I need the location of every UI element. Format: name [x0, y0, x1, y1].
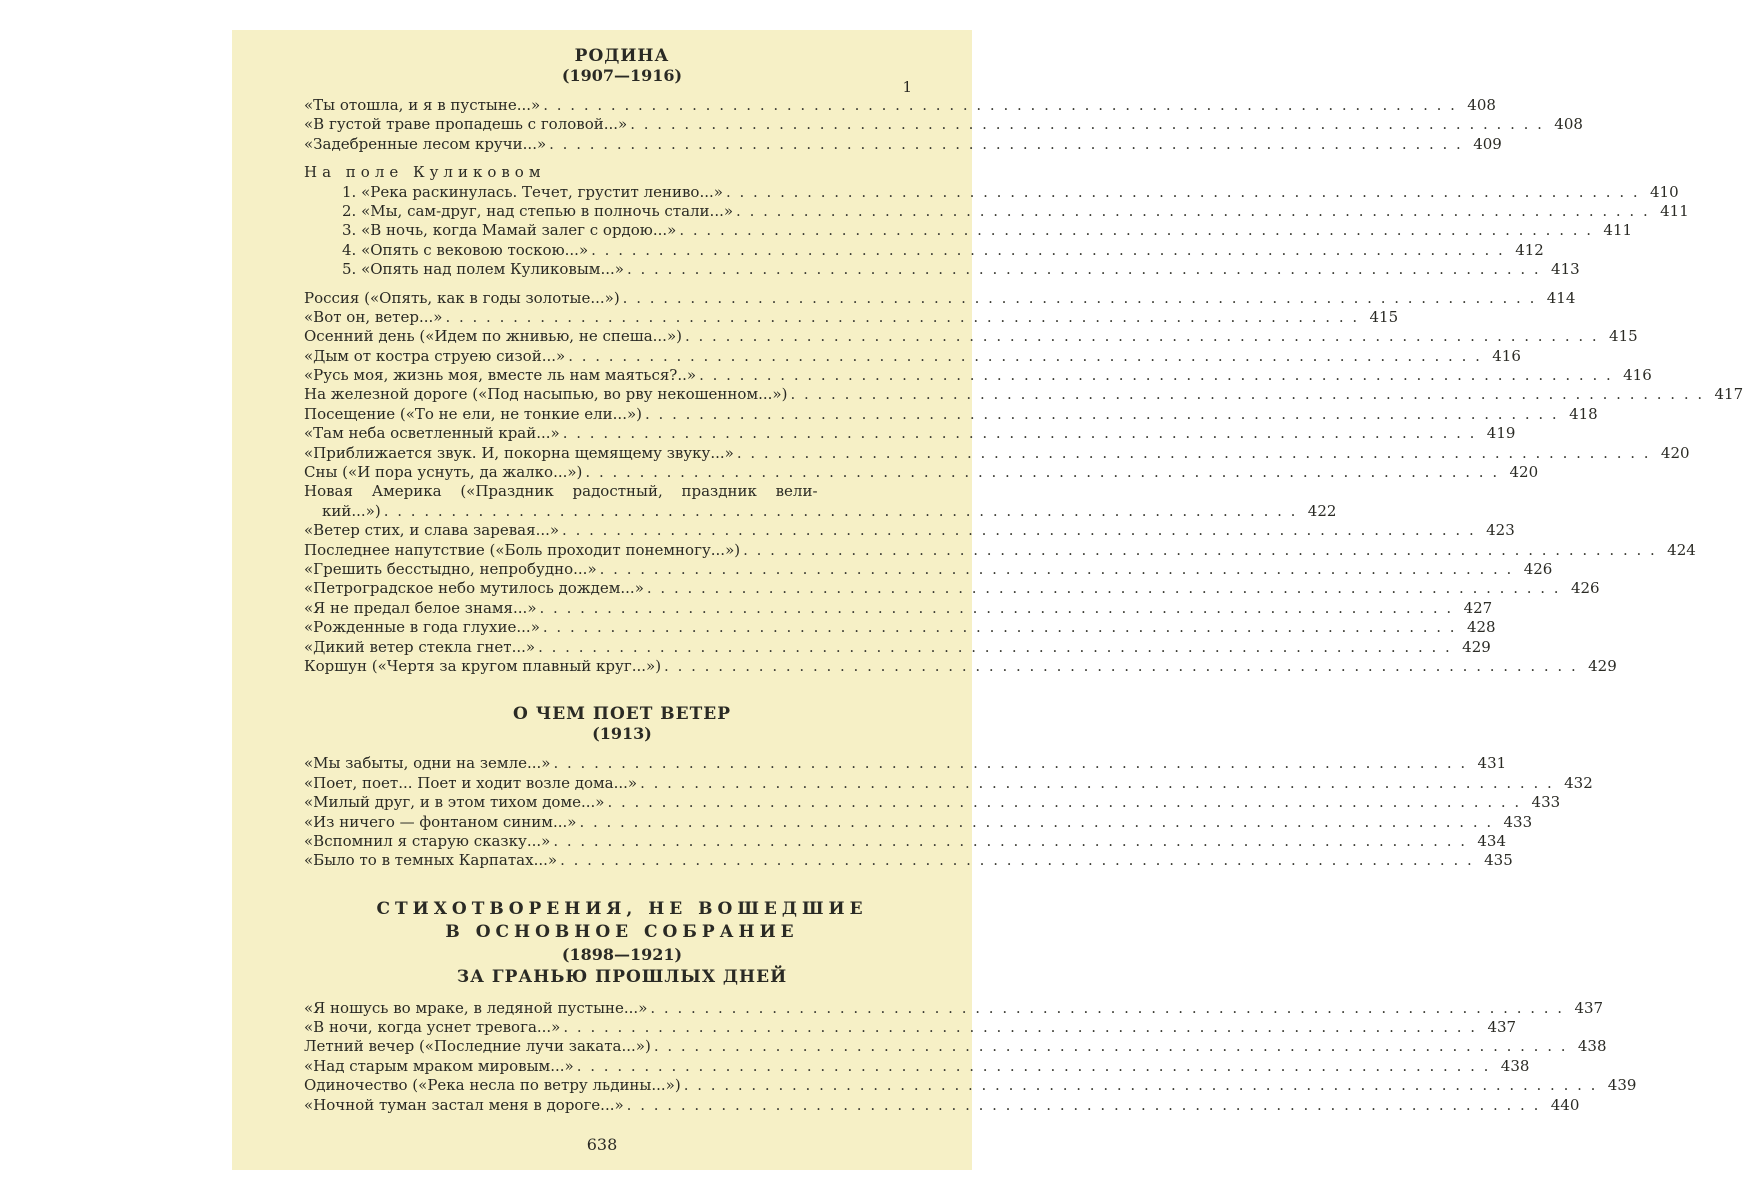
subsection-title: ЗА ГРАНЬЮ ПРОШЛЫХ ДНЕЙ: [456, 966, 788, 987]
toc-entry: [304, 851, 1513, 870]
leader-dots: [543, 618, 1457, 637]
toc-entry-title: «Грешить бесстыдно, непробудно...»: [304, 560, 597, 579]
section-years-rodina: (1907—1916): [561, 66, 683, 85]
toc-entry: [304, 1018, 1517, 1037]
toc-entry: [304, 260, 1580, 279]
leader-dots: [627, 1096, 1541, 1115]
toc-entry: [304, 327, 1638, 346]
toc-entry-page: 411: [1660, 201, 1689, 220]
toc-entry-page: 411: [1603, 221, 1633, 240]
leader-dots: [591, 241, 1505, 260]
toc-entry-title: «Было то в темных Карпатах...»: [304, 851, 558, 870]
leader-dots: [553, 832, 1467, 851]
america-line-1: Новая Америка («Праздник радостный, праздник вели-: [304, 482, 818, 501]
toc-entry: [304, 793, 1561, 812]
toc-entry-page: 439: [1607, 1076, 1637, 1095]
toc-entry-title: Посещение («То не ели, не тонкие ели...»): [304, 404, 642, 423]
leader-dots: [685, 327, 1599, 346]
toc-entry-page: 416: [1623, 366, 1652, 385]
toc-entry: [304, 1076, 1637, 1095]
toc-entry-page: 438: [1577, 1037, 1607, 1056]
toc-entry: [304, 385, 1743, 404]
toc-entry-title: «Над старым мраком мировым...»: [304, 1056, 574, 1075]
toc-entry: [304, 618, 1496, 637]
toc-entry-title: 5. «Опять над полем Куликовым...»: [342, 260, 624, 279]
toc-entry-title: «Задебренные лесом кручи...»: [304, 134, 547, 153]
toc-entry-page: 413: [1551, 260, 1580, 279]
toc-entry-page: 412: [1515, 240, 1544, 259]
toc-entry: [304, 998, 1604, 1018]
toc-entry-page: 427: [1463, 598, 1493, 617]
toc-entry: [304, 1095, 1580, 1115]
toc-entry-title: «Я не предал белое знамя...»: [304, 598, 537, 617]
leader-dots: [647, 579, 1561, 598]
toc-entry-title: «Русь моя, жизнь моя, вместе ль нам маяться?..»: [304, 366, 697, 385]
leader-dots: [623, 289, 1537, 308]
leader-dots: [664, 657, 1578, 676]
toc-entry: [304, 521, 1515, 540]
leader-dots: [577, 1057, 1491, 1076]
toc-entry: [304, 443, 1690, 463]
toc-entry-title: Коршун («Чертя за кругом плавный круг...»): [304, 656, 662, 675]
leader-dots: [585, 463, 1499, 482]
toc-entry: [304, 540, 1696, 560]
toc-entry-page: 437: [1487, 1018, 1517, 1037]
toc-entry: [304, 754, 1507, 773]
toc-entry-page: 432: [1564, 773, 1593, 792]
toc-entry-title: «Ночной туман застал меня в дороге...»: [304, 1095, 624, 1114]
toc-entry: [304, 501, 1337, 521]
toc-entry-title: Одиночество («Река несла по ветру льдины...»): [304, 1076, 681, 1095]
toc-entry-page: 419: [1486, 424, 1516, 443]
toc-entry-page: 428: [1466, 618, 1496, 637]
toc-entry-title: 3. «В ночь, когда Мамай залег с ордою...»: [342, 221, 677, 240]
leader-dots: [607, 793, 1521, 812]
toc-entry-title: «Дым от костра струею сизой...»: [304, 346, 566, 365]
leader-dots: [549, 135, 1463, 154]
leader-dots: [563, 424, 1477, 443]
leader-dots: [579, 813, 1493, 832]
leader-dots: [790, 385, 1704, 404]
toc-entry-page: 431: [1477, 754, 1507, 773]
section-years-uncollected: (1898—1921): [561, 944, 683, 964]
toc-entry-page: 423: [1486, 521, 1515, 540]
toc-entry: [304, 1056, 1530, 1076]
section-years-veter: (1913): [592, 724, 652, 744]
toc-list-uncollected: [304, 998, 1637, 1115]
toc-entry-page: 438: [1500, 1056, 1530, 1075]
toc-entry-page: 414: [1546, 288, 1576, 307]
page-number: 638: [586, 1135, 618, 1154]
toc-entry-page: 408: [1467, 96, 1496, 114]
leader-dots: [563, 1018, 1477, 1037]
toc-entry-page: 415: [1369, 307, 1399, 326]
page-marker: 1: [902, 78, 912, 96]
leader-dots: [650, 999, 1564, 1018]
toc-list-rodina-3: [304, 521, 1696, 676]
toc-entry-page: 417: [1714, 385, 1743, 404]
toc-entry-title: «Вспомнил я старую сказку...»: [304, 831, 551, 850]
toc-entry: [304, 773, 1593, 793]
toc-entry-title: кий...»): [322, 501, 381, 520]
toc-entry-title: Последнее напутствие («Боль проходит понемногу...»): [304, 540, 741, 559]
leader-dots: [679, 221, 1593, 240]
toc-entry-title: «Ты отошла, и я в пустыне...»: [304, 96, 541, 114]
toc-entry: [304, 463, 1539, 482]
leader-dots: [568, 347, 1482, 366]
toc-entry-page: 426: [1570, 579, 1600, 598]
toc-entry: [304, 637, 1491, 657]
leader-dots: [699, 366, 1613, 385]
toc-list-veter: [304, 754, 1593, 870]
toc-entry-page: 429: [1588, 656, 1617, 675]
toc-entry-page: 435: [1484, 851, 1513, 870]
toc-entry: [304, 1037, 1607, 1056]
toc-entry-page: 424: [1667, 540, 1696, 559]
section-title-rodina: РОДИНА: [574, 46, 670, 66]
toc-entry-page: 415: [1609, 327, 1638, 346]
leader-dots: [726, 183, 1640, 202]
book-page: [232, 30, 1743, 1170]
toc-entry: [304, 288, 1576, 308]
toc-entry: [304, 134, 1502, 154]
toc-entry-title: «Вот он, ветер...»: [304, 307, 443, 326]
leader-dots: [743, 541, 1657, 560]
toc-entry-page: 433: [1503, 812, 1533, 831]
toc-entry: [304, 346, 1521, 366]
toc-entry-page: 416: [1492, 346, 1521, 365]
toc-entry-page: 408: [1554, 115, 1583, 134]
toc-entry-title: Россия («Опять, как в годы золотые...»): [304, 288, 620, 307]
leader-dots: [736, 202, 1650, 221]
toc-entry-title: «Мы забыты, одни на земле...»: [304, 754, 551, 773]
toc-entry: [304, 579, 1600, 598]
section-title-veter: О ЧЕМ ПОЕТ ВЕТЕР: [512, 704, 732, 725]
toc-entry: [304, 560, 1553, 579]
toc-list-rodina-1: [304, 96, 1583, 154]
toc-list-rodina-2: [304, 288, 1743, 483]
section-title-uncollected-1: СТИХОТВОРЕНИЯ, НЕ ВОШЕДШИЕ: [376, 898, 868, 919]
toc-entry-title: «В ночи, когда уснет тревога...»: [304, 1018, 561, 1037]
toc-entry: [304, 201, 1689, 221]
leader-dots: [540, 599, 1454, 618]
toc-entry-page: 410: [1650, 182, 1679, 201]
toc-entry-page: 418: [1569, 404, 1598, 423]
toc-entry-title: 2. «Мы, сам-друг, над степью в полночь стали...»: [342, 201, 734, 220]
toc-entry-title: Сны («И пора уснуть, да жалко...»): [304, 463, 583, 482]
toc-entry-title: Летний вечер («Последние лучи заката...»): [304, 1037, 651, 1056]
toc-entry: [304, 812, 1533, 832]
toc-entry-page: 426: [1523, 560, 1553, 579]
toc-entry-title: «Ветер стих, и слава заревая...»: [304, 521, 560, 540]
toc-entry: [304, 831, 1507, 851]
toc-entry-title: «Рожденные в года глухие...»: [304, 618, 540, 637]
toc-entry-title: «Приближается звук. И, покорна щемящему звуку...»: [304, 443, 734, 462]
toc-entry-title: «Поет, поет... Поет и ходит возле дома...»: [304, 773, 638, 792]
leader-dots: [645, 405, 1559, 424]
toc-entry-page: 420: [1509, 463, 1539, 482]
leader-dots: [553, 754, 1467, 773]
toc-entry-title: На железной дороге («Под насыпью, во рву некошенном...»): [304, 385, 788, 404]
leader-dots: [543, 96, 1457, 115]
leader-dots: [562, 521, 1476, 540]
toc-entry-title: «Милый друг, и в этом тихом доме...»: [304, 793, 605, 812]
toc-entry: [304, 221, 1633, 240]
toc-entry-title: «Я ношусь во мраке, в ледяной пустыне...»: [304, 998, 648, 1017]
leader-dots: [737, 444, 1651, 463]
toc-entry: [304, 404, 1598, 424]
section-title-uncollected-2: В ОСНОВНОЕ СОБРАНИЕ: [445, 921, 799, 942]
toc-entry: [304, 182, 1679, 202]
leader-dots: [630, 115, 1544, 134]
toc-entry: [304, 115, 1583, 134]
leader-dots: [384, 502, 1298, 521]
toc-list-kulikovo: [304, 182, 1689, 280]
toc-entry: [304, 366, 1652, 385]
toc-entry-title: «В густой траве пропадешь с головой...»: [304, 115, 628, 134]
leader-dots: [654, 1037, 1568, 1056]
leader-dots: [627, 260, 1541, 279]
leader-dots: [600, 560, 1514, 579]
kulikovo-title: На поле Куликовом: [304, 163, 546, 182]
toc-entry-title: «Петроградское небо мутилось дождем...»: [304, 579, 644, 598]
toc-entry-title: Осенний день («Идем по жнивью, не спеша...»): [304, 327, 682, 346]
toc-entry-page: 434: [1477, 831, 1507, 850]
toc-entry-title: 1. «Река раскинулась. Течет, грустит лениво...»: [342, 182, 723, 201]
toc-entry: [304, 96, 1496, 115]
toc-entry-title: «Там неба осветленный край...»: [304, 424, 560, 443]
toc-entry-title: 4. «Опять с вековою тоскою...»: [342, 240, 589, 259]
toc-entry-page: 433: [1531, 793, 1561, 812]
toc-entry-page: 437: [1574, 998, 1604, 1017]
toc-entry-page: 422: [1307, 501, 1337, 520]
toc-entry: [304, 656, 1617, 676]
leader-dots: [445, 308, 1359, 327]
toc-entry-page: 440: [1550, 1095, 1580, 1114]
toc-entry-page: 409: [1473, 134, 1502, 153]
toc-entry: [304, 424, 1516, 443]
leader-dots: [640, 774, 1554, 793]
toc-entry: [304, 240, 1544, 260]
toc-entry-page: 420: [1660, 443, 1690, 462]
leader-dots: [538, 638, 1452, 657]
leader-dots: [684, 1076, 1598, 1095]
toc-entry: [304, 307, 1399, 327]
leader-dots: [560, 851, 1474, 870]
toc-entry-title: «Дикий ветер стекла гнет...»: [304, 637, 536, 656]
toc-entry: [304, 598, 1493, 618]
toc-entry-page: 429: [1462, 637, 1491, 656]
toc-entry-title: «Из ничего — фонтаном синим...»: [304, 812, 577, 831]
